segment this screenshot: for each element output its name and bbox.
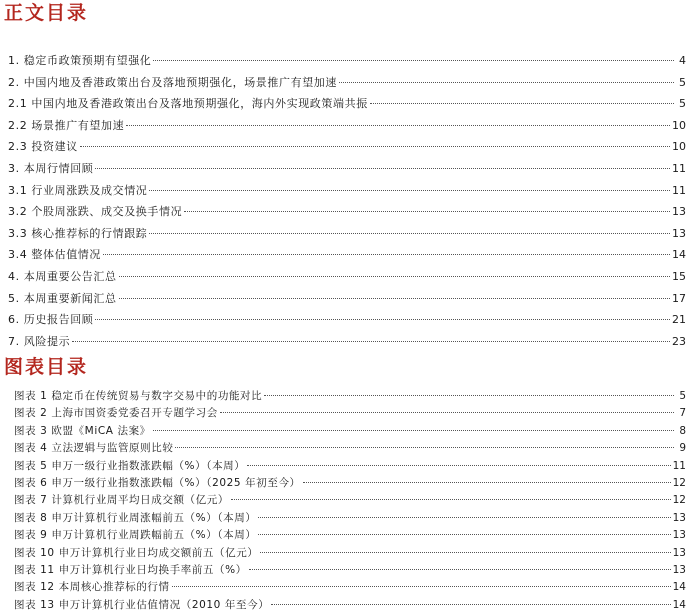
toc-entry-text[interactable]: 1. 稳定币政策预期有望强化: [8, 54, 152, 67]
toc-entry-text[interactable]: 2.2 场景推广有望加速: [8, 118, 125, 132]
toc-entry-text[interactable]: 6. 历史报告回顾: [8, 313, 94, 327]
toc-entry[interactable]: [14, 510, 686, 527]
dot-leader: [149, 233, 670, 234]
toc-entry[interactable]: [8, 136, 686, 158]
dot-leader: [264, 395, 674, 396]
toc-entry-page[interactable]: 10: [672, 140, 686, 154]
toc-entry[interactable]: [8, 244, 686, 266]
toc-entry[interactable]: [8, 266, 686, 288]
dot-leader: [231, 499, 671, 500]
toc-entry-page[interactable]: 11: [672, 161, 686, 175]
toc-entry-page[interactable]: 11: [672, 183, 686, 197]
dot-leader: [72, 341, 670, 342]
toc-entry-text[interactable]: 3. 本周行情回顾: [8, 161, 94, 175]
toc-entry-text[interactable]: 图表 5 申万一级行业指数涨跌幅（%）（本周）: [14, 459, 246, 472]
toc-entry-text[interactable]: 3.1 行业周涨跌及成交情况: [8, 183, 148, 197]
toc-entry-text[interactable]: 2. 中国内地及香港政策出台及落地预期强化，场景推广有望加速: [8, 75, 337, 89]
toc-entry[interactable]: [8, 115, 686, 137]
toc-entry-text[interactable]: 7. 风险提示: [8, 334, 71, 348]
toc-entry[interactable]: [8, 309, 686, 331]
toc-entry[interactable]: [14, 440, 686, 457]
toc-entry-text[interactable]: 2.1 中国内地及香港政策出台及落地预期强化，海内外实现政策端共振: [8, 97, 368, 111]
dot-leader: [149, 190, 670, 191]
toc-entry[interactable]: [14, 579, 686, 596]
dot-leader: [260, 552, 670, 553]
dot-leader: [103, 254, 670, 255]
dot-leader: [370, 103, 674, 104]
toc-entry-page[interactable]: 13: [672, 563, 686, 576]
toc-entry-page[interactable]: 13: [672, 226, 686, 240]
dot-leader: [184, 211, 670, 212]
toc-entry[interactable]: [14, 527, 686, 544]
toc-entry-page[interactable]: 5: [679, 75, 686, 89]
toc-entry-page[interactable]: 4: [679, 54, 686, 67]
dot-leader: [126, 125, 670, 126]
toc-entry-text[interactable]: 5. 本周重要新闻汇总: [8, 291, 117, 305]
dot-leader: [258, 534, 670, 535]
toc-entry-text[interactable]: 图表 11 申万计算机行业日均换手率前五（%）: [14, 563, 247, 576]
toc-entry-text[interactable]: 3.2 个股周涨跌、成交及换手情况: [8, 205, 183, 219]
toc-entry-page[interactable]: 13: [672, 205, 686, 219]
toc-entry-page[interactable]: 21: [672, 313, 686, 327]
toc-entry-text[interactable]: 图表 3 欧盟《MiCA 法案》: [14, 424, 151, 437]
toc-entry-text[interactable]: 图表 13 申万计算机行业估值情况（2010 年至今）: [14, 598, 270, 611]
toc-entry-text[interactable]: 图表 7 计算机行业周平均日成交额（亿元）: [14, 494, 229, 507]
dot-leader: [303, 482, 671, 483]
toc-entry[interactable]: [8, 180, 686, 202]
toc-entry[interactable]: [14, 388, 686, 405]
dot-leader: [153, 430, 674, 431]
toc-entry-text[interactable]: 3.4 整体估值情况: [8, 248, 101, 262]
toc-entry-page[interactable]: 10: [672, 118, 686, 132]
toc-entry-page[interactable]: 11: [672, 459, 686, 472]
dot-leader: [153, 60, 674, 61]
dot-leader: [95, 319, 670, 320]
toc-entry[interactable]: [8, 158, 686, 180]
toc-entry-text[interactable]: 图表 10 申万计算机行业日均成交额前五（亿元）: [14, 546, 259, 559]
toc-entry-page[interactable]: 14: [672, 248, 686, 262]
toc-entry-page[interactable]: 14: [672, 598, 686, 611]
main-toc: [8, 50, 686, 352]
chart-toc-title: 图表目录: [4, 356, 89, 378]
toc-entry[interactable]: [14, 405, 686, 422]
dot-leader: [172, 586, 671, 587]
toc-entry-text[interactable]: 图表 6 申万一级行业指数涨跌幅（%）（2025 年初至今）: [14, 476, 301, 489]
main-toc-title: 正文目录: [4, 2, 89, 24]
toc-entry-text[interactable]: 图表 12 本周核心推荐标的行情: [14, 581, 170, 594]
toc-entry-page[interactable]: 14: [672, 581, 686, 594]
toc-entry[interactable]: [14, 597, 686, 614]
toc-entry-text[interactable]: 图表 1 稳定币在传统贸易与数字交易中的功能对比: [14, 390, 263, 402]
toc-entry[interactable]: [14, 492, 686, 509]
dot-leader: [271, 604, 670, 605]
toc-entry-page[interactable]: 5: [679, 390, 686, 402]
dot-leader: [119, 276, 670, 277]
toc-entry-page[interactable]: 17: [672, 291, 686, 305]
toc-entry[interactable]: [14, 545, 686, 562]
dot-leader: [119, 298, 670, 299]
toc-entry-text[interactable]: 图表 4 立法逻辑与监管原则比较: [14, 442, 174, 455]
toc-entry-text[interactable]: 3.3 核心推荐标的行情跟踪: [8, 226, 148, 240]
dot-leader: [220, 412, 674, 413]
toc-entry-text[interactable]: 4. 本周重要公告汇总: [8, 269, 117, 283]
toc-entry[interactable]: [14, 562, 686, 579]
toc-entry[interactable]: [8, 223, 686, 245]
toc-entry[interactable]: [8, 50, 686, 72]
toc-entry-page[interactable]: 9: [679, 442, 686, 455]
toc-entry-page[interactable]: 15: [672, 269, 686, 283]
toc-entry-page[interactable]: 7: [679, 407, 686, 420]
dot-leader: [249, 569, 671, 570]
dot-leader: [175, 447, 674, 448]
toc-entry-page[interactable]: 12: [672, 494, 686, 507]
toc-entry-page[interactable]: 13: [672, 546, 686, 559]
toc-entry[interactable]: [14, 423, 686, 440]
toc-entry[interactable]: [8, 93, 686, 115]
toc-entry[interactable]: [8, 288, 686, 310]
dot-leader: [247, 465, 670, 466]
toc-entry-text[interactable]: 2.3 投资建议: [8, 140, 78, 154]
toc-entry[interactable]: [8, 331, 686, 353]
dot-leader: [95, 168, 670, 169]
toc-entry-text[interactable]: 图表 8 申万计算机行业周涨幅前五（%）（本周）: [14, 511, 257, 524]
dot-leader: [339, 82, 674, 83]
chart-toc: [14, 388, 686, 614]
dot-leader: [80, 146, 670, 147]
toc-entry[interactable]: [14, 475, 686, 492]
toc-entry-page[interactable]: 12: [672, 476, 686, 489]
toc-entry[interactable]: [8, 201, 686, 223]
toc-entry-page[interactable]: 5: [679, 97, 686, 111]
toc-entry-page[interactable]: 13: [672, 511, 686, 524]
toc-entry-page[interactable]: 23: [672, 334, 686, 348]
toc-entry-page[interactable]: 8: [679, 424, 686, 437]
toc-entry[interactable]: [14, 458, 686, 475]
dot-leader: [258, 517, 670, 518]
toc-entry-text[interactable]: 图表 9 申万计算机行业周跌幅前五（%）（本周）: [14, 529, 257, 542]
toc-entry[interactable]: [8, 72, 686, 94]
toc-entry-page[interactable]: 13: [672, 529, 686, 542]
toc-entry-text[interactable]: 图表 2 上海市国资委党委召开专题学习会: [14, 407, 218, 420]
